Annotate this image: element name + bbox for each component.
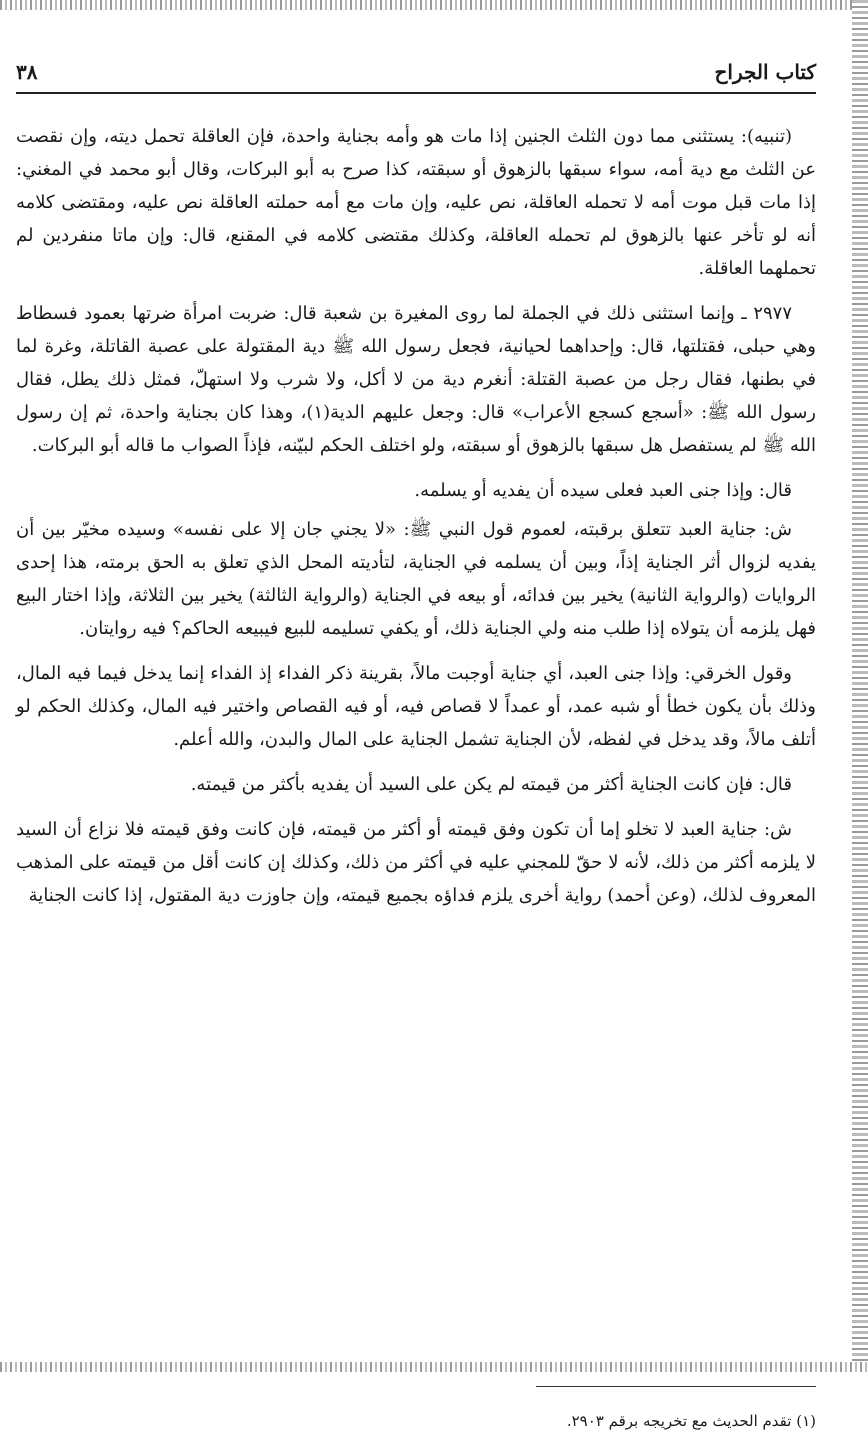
book-page <box>16 56 816 1430</box>
page-body <box>16 120 816 924</box>
footnote-separator <box>536 1386 816 1387</box>
paragraph-qala-value: قال: فإن كانت الجناية أكثر من قيمته لم يكن على السيد أن يفديه بأكثر من قيمته. <box>190 774 792 795</box>
paragraph-note: (تنبيه): يستثنى مما دون الثلث الجنين إذا مات هو وأمه بجناية واحدة، فإن العاقلة تحمل ديته، وإن نقصت عن الثلث مع دية أمه، سواء سبقها بالزهوق أو سبقته، كذا صرح به أبو البركات، وقال أبو محمد في المغني: إذا مات قبل موت أمه لا تحمله العاقلة، نص عليه، وإن مات مع أمه حملته العاقلة نص عليه، ومقتضى كلامه أنه لو تأخر عنها بالزهوق لم تحمله العاقلة، وكذلك مقتضى كلامه في المقنع، قال: وإن ماتا منفردين لم تحملهما العاقلة. <box>16 126 816 279</box>
decorative-border-right <box>852 0 868 1372</box>
paragraph-kharqi: وقول الخرقي: وإذا جنى العبد، أي جناية أوجبت مالاً، بقرينة ذكر الفداء إذ الفداء إنما يدخل فيما فيه المال، وذلك بأن يكون خطأ أو شبه عمد، أو عمداً لا قصاص فيه، أو فيه القصاص واختير فيه المال، وكذلك الحكم لو أتلف مالاً، وقد يدخل في لفظه، لأن الجناية تشمل الجناية على المال والبدن، والله أعلم. <box>16 663 816 750</box>
page-number: ٣٨ <box>16 60 38 84</box>
page-header <box>16 56 816 94</box>
chapter-title: كتاب الجراح <box>714 60 816 84</box>
paragraph-qala-slave-crime: قال: وإذا جنى العبد فعلى سيده أن يفديه أو يسلمه. <box>414 480 792 501</box>
decorative-border-top <box>0 0 868 10</box>
paragraph-sharh-value: ش: جناية العبد لا تخلو إما أن تكون وفق قيمته أو أكثر من قيمته، فإن كانت وفق قيمته فلا نزاع أن السيد لا يلزمه أكثر من ذلك، لأنه لا حقّ للمجني عليه في أكثر من ذلك، وكذلك إن كانت أقل من قيمته على المذهب المعروف لذلك، (وعن أحمد) رواية أخرى يلزم فداؤه بجميع قيمته، وإن جاوزت دية المقتول، إذا كانت الجناية <box>16 819 816 906</box>
decorative-border-bottom <box>0 1362 868 1372</box>
paragraph-sharh-slave-crime: ش: جناية العبد تتعلق برقبته، لعموم قول النبي ﷺ: «لا يجني جان إلا على نفسه» وسيده مخيّر بين أن يفديه لزوال أثر الجناية إذاً، وبين أن يسلمه في الجناية، لتأديته المحل الذي تعلق به الحق برمته، هذا إحدى الروايات (والرواية الثانية) يخير بين فدائه، أو بيعه في الجناية (والرواية الثالثة) يخير بين الثلاثة، وإذا اختار البيع فهل يلزمه أن يتولاه إذا طلب منه ولي الجناية ذلك، أو يكفي تسليمه للبيع فيبيعه الحاكم؟ فيه روايتان. <box>16 519 816 639</box>
paragraph-hadith-2977: ٢٩٧٧ ـ وإنما استثنى ذلك في الجملة لما روى المغيرة بن شعبة قال: ضربت امرأة ضرتها بعمود فسطاط وهي حبلى، فقتلتها، قال: وإحداهما لحيانية، فجعل رسول الله ﷺ دية المقتولة على عصبة القاتلة، وغرة لما في بطنها، فقال رجل من عصبة القتلة: أنغرم دية من لا أكل، ولا شرب ولا استهلّ، فمثل ذلك يطل، فقال رسول الله ﷺ: «أسجع كسجع الأعراب» قال: وجعل عليهم الدية(١)، وهذا كان بجناية واحدة، ثم إن رسول الله ﷺ لم يستفصل هل سبقها بالزهوق أو سبقته، ولو اختلف الحكم لبيّنه، فإذاً الصواب ما قاله أبو البركات. <box>16 303 816 456</box>
footnote: (١) تقدم الحديث مع تخريجه برقم ٢٩٠٣. <box>566 1412 816 1430</box>
